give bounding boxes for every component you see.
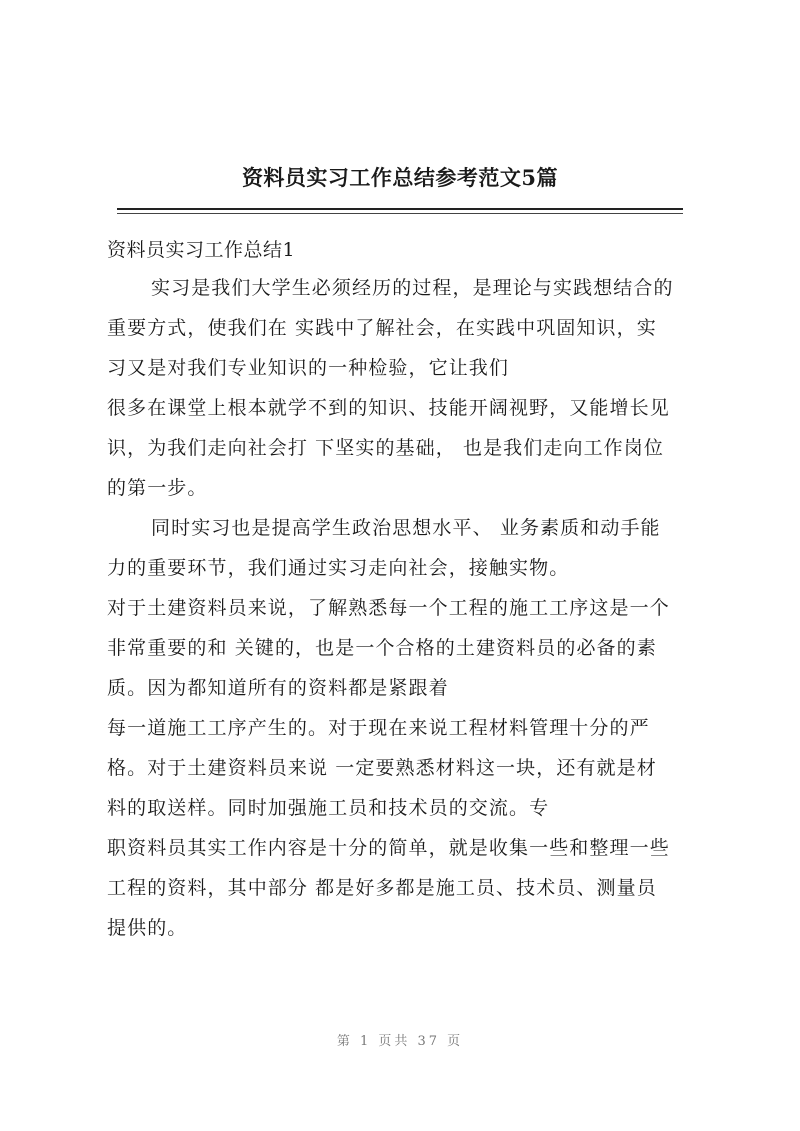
paragraph-line: 实习是我们大学生必须经历的过程，是理论与实践想结合的 bbox=[151, 277, 674, 299]
title-divider-thin bbox=[117, 213, 683, 214]
paragraph-line: 对于土建资料员来说，了解熟悉每一个工程的施工工序这是一个 bbox=[107, 597, 670, 619]
page-footer: 第 1 页共 37 页 bbox=[336, 1034, 464, 1049]
paragraph-line: 非常重要的和 关键的，也是一个合格的土建资料员的必备的素 bbox=[107, 637, 657, 659]
paragraph-line: 识，为我们走向社会打 下坚实的基础， 也是我们走向工作岗位 bbox=[107, 437, 664, 459]
paragraph-line: 职资料员其实工作内容是十分的简单，就是收集一些和整理一些 bbox=[107, 837, 670, 859]
paragraph-line: 格。对于土建资料员来说 一定要熟悉材料这一块，还有就是材 bbox=[107, 757, 657, 779]
paragraph-line: 的第一步。 bbox=[107, 477, 208, 499]
document-title: 资料员实习工作总结参考范文5篇 bbox=[241, 165, 559, 190]
paragraph-line: 习又是对我们专业知识的一种检验，它让我们 bbox=[107, 357, 510, 379]
section-heading: 资料员实习工作总结1 bbox=[107, 239, 296, 261]
body-text bbox=[107, 268, 707, 948]
paragraph-line: 同时实习也是提高学生政治思想水平、 业务素质和动手能 bbox=[151, 517, 661, 539]
paragraph-line: 很多在课堂上根本就学不到的知识、技能开阔视野，又能增长见 bbox=[107, 397, 670, 419]
paragraph-line: 工程的资料，其中部分 都是好多都是施工员、技术员、测量员 bbox=[107, 877, 657, 899]
paragraph-line: 力的重要环节，我们通过实习走向社会，接触实物。 bbox=[107, 557, 570, 579]
paragraph-line: 质。因为都知道所有的资料都是紧跟着 bbox=[107, 677, 449, 699]
paragraph-line: 每一道施工工序产生的。对于现在来说工程材料管理十分的严 bbox=[107, 717, 650, 739]
paragraph-line: 料的取送样。同时加强施工员和技术员的交流。专 bbox=[107, 797, 550, 819]
paragraph-line: 提供的。 bbox=[107, 917, 188, 939]
title-divider bbox=[117, 208, 683, 210]
paragraph-line: 重要方式，使我们在 实践中了解社会，在实践中巩固知识，实 bbox=[107, 317, 657, 339]
